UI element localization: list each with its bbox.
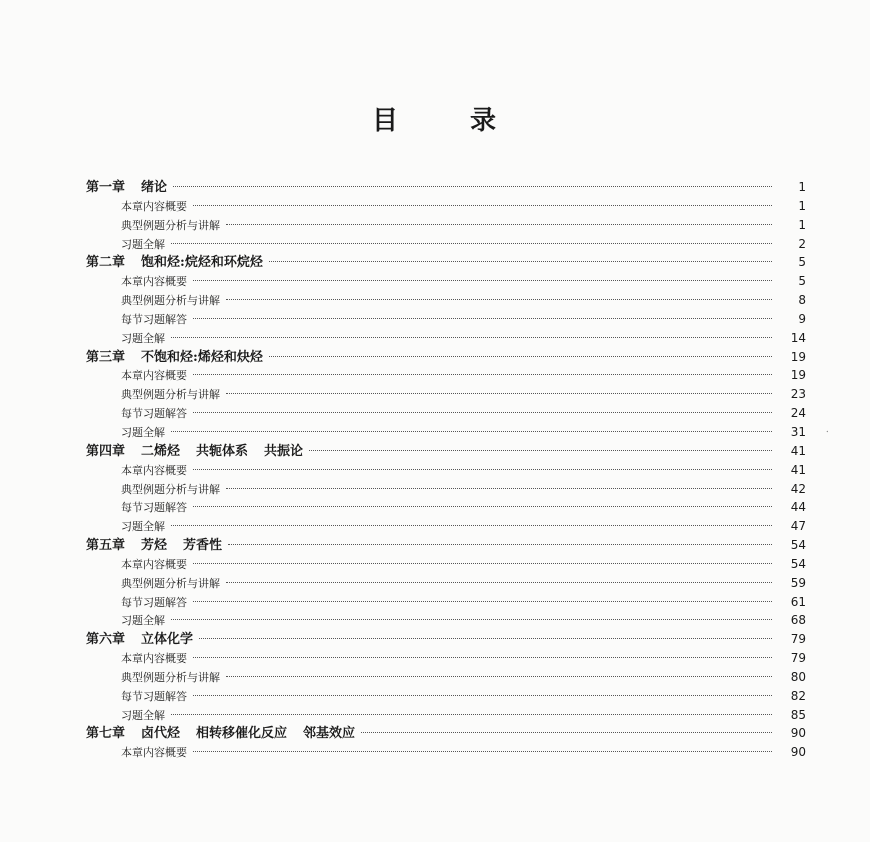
- page-number: 9: [798, 311, 806, 326]
- page-number: 5: [798, 274, 806, 289]
- chapter-heading: [86, 254, 263, 273]
- chapter-heading-part: 饱和烃:烷烃和环烷烃: [141, 255, 263, 271]
- toc-section-row[interactable]: [86, 461, 806, 480]
- dot-leader: [269, 356, 772, 357]
- dot-leader: [193, 601, 772, 602]
- chapter-heading-part: 第一章: [86, 180, 126, 195]
- toc-chapter-row[interactable]: [86, 442, 806, 461]
- section-label: 本章内容概要: [121, 746, 187, 760]
- page-number: 1: [798, 180, 806, 194]
- page-number: 8: [798, 293, 806, 308]
- title-left-char: 目: [371, 106, 400, 136]
- section-label: 本章内容概要: [121, 369, 187, 383]
- dot-leader: [193, 695, 772, 696]
- page-number: 2: [798, 236, 806, 251]
- chapter-heading-part: 芳烃: [141, 538, 168, 554]
- section-label: 本章内容概要: [121, 652, 187, 666]
- section-label: 每节习题解答: [121, 689, 187, 703]
- toc-section-row[interactable]: [86, 593, 806, 612]
- toc-chapter-row[interactable]: [86, 253, 806, 272]
- toc-section-row[interactable]: [86, 197, 806, 216]
- page-number: 19: [790, 368, 806, 383]
- toc-section-row[interactable]: [86, 329, 806, 348]
- section-label: 每节习题解答: [121, 407, 187, 421]
- toc-section-row[interactable]: [86, 480, 806, 499]
- dot-leader: [193, 205, 772, 206]
- chapter-heading-part: 绪论: [141, 180, 168, 195]
- scan-speck: ⸱: [826, 427, 829, 438]
- toc-chapter-row[interactable]: [86, 630, 806, 649]
- toc-chapter-row[interactable]: [86, 724, 806, 743]
- toc-chapter-row[interactable]: [86, 178, 806, 197]
- toc-section-row[interactable]: [86, 611, 806, 630]
- title-right-char: 录: [470, 106, 499, 136]
- chapter-heading-part: 第二章: [86, 255, 126, 271]
- chapter-heading-part: 共振论: [264, 443, 304, 459]
- chapter-heading-part: 第四章: [86, 443, 126, 459]
- page-number: 54: [790, 538, 806, 553]
- toc-section-row[interactable]: [86, 555, 806, 574]
- toc-section-row[interactable]: [86, 498, 806, 517]
- dot-leader: [193, 563, 772, 564]
- page-number: 54: [790, 556, 806, 571]
- section-label: 本章内容概要: [121, 199, 187, 213]
- toc-section-row[interactable]: [86, 668, 806, 687]
- chapter-heading-part: 第五章: [86, 538, 126, 554]
- page-number: 41: [790, 462, 806, 477]
- dot-leader: [193, 751, 772, 752]
- page-number: 31: [790, 424, 806, 439]
- page-number: 23: [790, 387, 806, 402]
- section-label: 习题全解: [121, 708, 165, 722]
- section-label: 典型例题分析与讲解: [121, 294, 220, 308]
- page-number: 14: [790, 330, 806, 345]
- chapter-heading-part: 芳香性: [183, 538, 223, 554]
- chapter-heading-part: 立体化学: [141, 632, 194, 648]
- dot-leader: [199, 638, 772, 639]
- section-label: 习题全解: [121, 520, 165, 534]
- chapter-heading: [86, 631, 193, 650]
- page-number: 82: [790, 688, 806, 703]
- chapter-heading: [86, 537, 222, 556]
- dot-leader: [193, 657, 772, 658]
- page-number: 1: [798, 198, 806, 213]
- page-number: 79: [790, 632, 806, 647]
- chapter-heading-part: 相转移催化反应: [196, 726, 288, 742]
- dot-leader: [171, 431, 772, 432]
- section-label: 本章内容概要: [121, 557, 187, 571]
- dot-leader: [226, 676, 772, 677]
- page-number: 80: [790, 669, 806, 684]
- page-number: 41: [790, 443, 806, 458]
- toc-section-row[interactable]: [86, 743, 806, 762]
- section-label: 每节习题解答: [121, 312, 187, 326]
- dot-leader: [226, 224, 772, 225]
- page-number: 59: [790, 575, 806, 590]
- dot-leader: [193, 506, 772, 507]
- section-label: 每节习题解答: [121, 595, 187, 609]
- page-number: 5: [798, 255, 806, 270]
- dot-leader: [361, 732, 772, 733]
- dot-leader: [193, 469, 772, 470]
- chapter-heading: [86, 443, 303, 462]
- dot-leader: [193, 280, 772, 281]
- section-label: 典型例题分析与讲解: [121, 670, 220, 684]
- dot-leader: [193, 374, 772, 375]
- section-label: 典型例题分析与讲解: [121, 576, 220, 590]
- toc-section-row[interactable]: [86, 235, 806, 254]
- chapter-heading: [86, 349, 263, 368]
- dot-leader: [226, 299, 772, 300]
- dot-leader: [171, 337, 772, 338]
- section-label: 典型例题分析与讲解: [121, 218, 220, 232]
- toc-section-row[interactable]: [86, 216, 806, 235]
- section-label: 本章内容概要: [121, 463, 187, 477]
- dot-leader: [171, 243, 772, 244]
- dot-leader: [226, 488, 772, 489]
- chapter-heading-part: 第七章: [86, 726, 126, 742]
- dot-leader: [193, 318, 772, 319]
- page-number: 42: [790, 481, 806, 496]
- toc-section-row[interactable]: [86, 517, 806, 536]
- dot-leader: [228, 544, 772, 545]
- page-number: 44: [790, 500, 806, 515]
- dot-leader: [171, 619, 772, 620]
- section-label: 典型例题分析与讲解: [121, 388, 220, 402]
- dot-leader: [226, 582, 772, 583]
- dot-leader: [171, 714, 772, 715]
- chapter-heading-part: 卤代烃: [141, 726, 181, 742]
- page-title: [0, 100, 870, 137]
- dot-leader: [173, 186, 772, 187]
- chapter-heading-part: 第六章: [86, 632, 126, 648]
- chapter-heading-part: 不饱和烃:烯烃和炔烃: [141, 349, 263, 365]
- toc-section-row[interactable]: [86, 385, 806, 404]
- section-label: 习题全解: [121, 614, 165, 628]
- chapter-heading-part: 二烯烃: [141, 443, 181, 459]
- dot-leader: [171, 525, 772, 526]
- toc-section-row[interactable]: [86, 706, 806, 725]
- toc-section-row[interactable]: [86, 366, 806, 385]
- page-number: 19: [790, 349, 806, 364]
- toc-chapter-row[interactable]: [86, 348, 806, 367]
- section-label: 每节习题解答: [121, 501, 187, 515]
- page-number: 85: [790, 707, 806, 722]
- page-number: 61: [790, 594, 806, 609]
- page-number: 24: [790, 406, 806, 421]
- toc-section-row[interactable]: [86, 423, 806, 442]
- section-label: 典型例题分析与讲解: [121, 482, 220, 496]
- chapter-heading-part: 邻基效应: [303, 726, 356, 742]
- toc-section-row[interactable]: [86, 404, 806, 423]
- table-of-contents: [86, 178, 806, 762]
- section-label: 本章内容概要: [121, 275, 187, 289]
- section-label: 习题全解: [121, 237, 165, 251]
- toc-section-row[interactable]: [86, 649, 806, 668]
- page-number: 1: [798, 217, 806, 232]
- dot-leader: [269, 261, 772, 262]
- dot-leader: [193, 412, 772, 413]
- page-number: 47: [790, 519, 806, 534]
- page-number: 68: [790, 613, 806, 628]
- page-number: 90: [790, 726, 806, 741]
- toc-section-row[interactable]: [86, 574, 806, 593]
- section-label: 习题全解: [121, 331, 165, 345]
- chapter-heading: [86, 725, 355, 744]
- section-label: 习题全解: [121, 425, 165, 439]
- page-number: 79: [790, 651, 806, 666]
- toc-section-row[interactable]: [86, 272, 806, 291]
- toc-chapter-row[interactable]: [86, 536, 806, 555]
- toc-section-row[interactable]: [86, 687, 806, 706]
- toc-section-row[interactable]: [86, 291, 806, 310]
- chapter-heading: [86, 179, 167, 198]
- chapter-heading-part: 第三章: [86, 349, 126, 365]
- toc-section-row[interactable]: [86, 310, 806, 329]
- dot-leader: [226, 393, 772, 394]
- dot-leader: [309, 450, 772, 451]
- chapter-heading-part: 共轭体系: [196, 443, 249, 459]
- page-number: 90: [790, 745, 806, 760]
